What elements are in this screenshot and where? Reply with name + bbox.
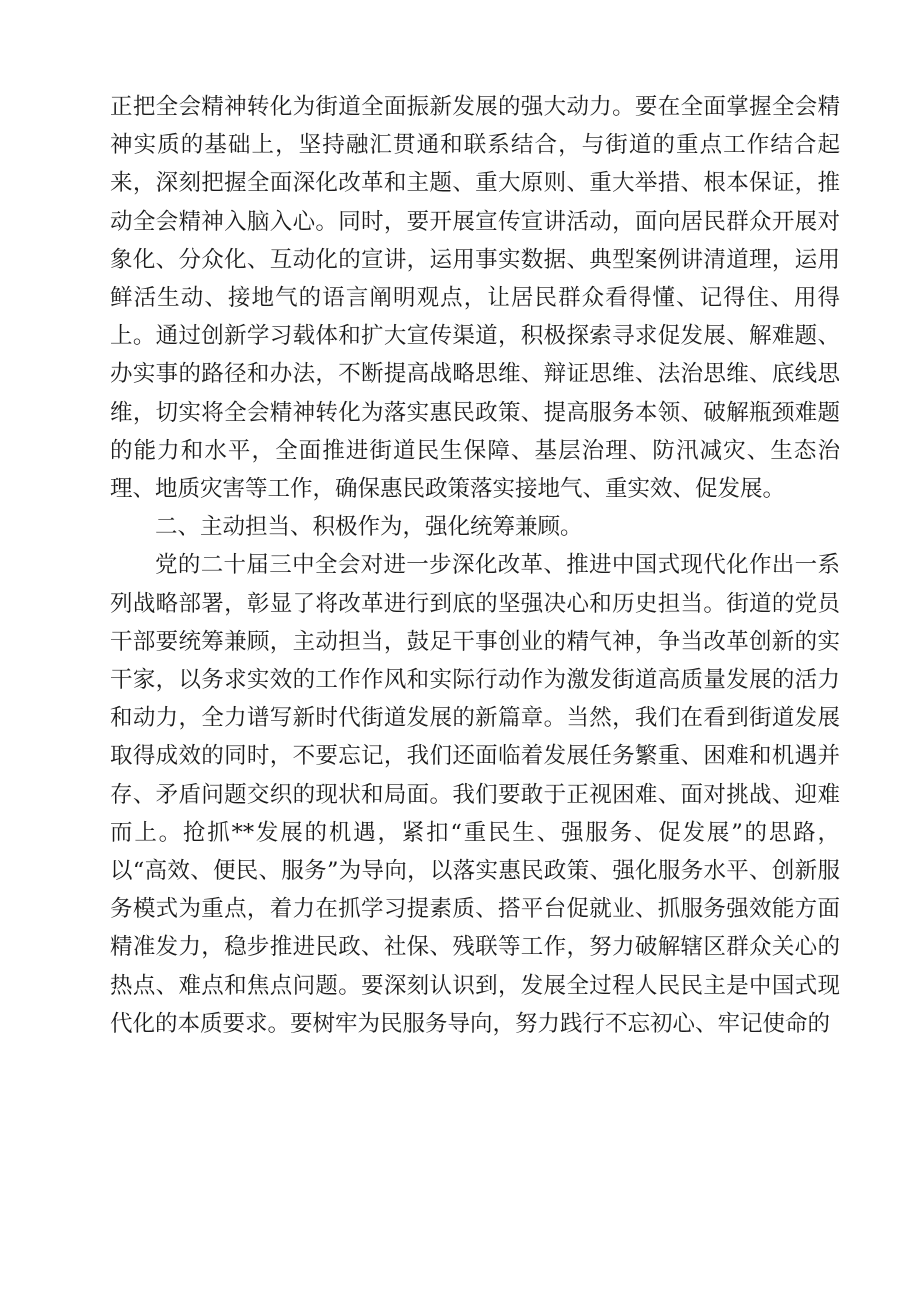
paragraph-body: 党的二十届三中全会对进一步深化改革、推进中国式现代化作出一系列战略部署，彰显了将改革进行到底的坚强决心和历史担当。街道的党员干部要统筹兼顾，主动担当，鼓足干事创业的精气神，争当改革创新的实干家，以务求实效的工作作风和实际行动作为激发街道高质量发展的活力和动力，全力谱写新时代街道发展的新篇章。当然，我们在看到街道发展取得成效的同时，不要忘记，我们还面临着发展任务繁重、困难和机遇并存、矛盾问题交织的现状和局面。我们要敢于正视困难、面对挑战、迎难而上。抢抓**发展的机遇，紧扣“重民生、强服务、促发展”的思路，以“高效、便民、服务”为导向，以落实惠民政策、强化服务水平、创新服务模式为重点，着力在抓学习提素质、搭平台促就业、抓服务强效能方面精准发力，稳步推进民政、社保、残联等工作，努力破解辖区群众关心的热点、难点和焦点问题。要深刻认识到，发展全过程人民民主是中国式现代化的本质要求。要树牢为民服务导向，努力践行不忘初心、牢记使命的 [110,552,840,1037]
paragraph-continuation: 正把全会精神转化为街道全面振新发展的强大动力。要在全面掌握全会精神实质的基础上，坚持融汇贯通和联系结合，与街道的重点工作结合起来，深刻把握全面深化改革和主题、重大原则、重大举措、根本保证，推动全会精神入脑入心。同时，要开展宣传宣讲活动，面向居民群众开展对象化、分众化、互动化的宣讲，运用事实数据、典型案例讲清道理，运用鲜活生动、接地气的语言阐明观点，让居民群众看得懂、记得住、用得上。通过创新学习载体和扩大宣传渠道，积极探索寻求促发展、解难题、办实事的路径和办法，不断提高战略思维、辩证思维、法治思维、底线思维，切实将全会精神转化为落实惠民政策、提高服务本领、破解瓶颈难题的能力和水平，全面推进街道民生保障、基层治理、防汛减灾、生态治理、地质灾害等工作，确保惠民政策落实接地气、重实效、促发展。 [110,94,840,503]
section-heading: 二、主动担当、积极作为，强化统筹兼顾。 [155,514,583,541]
document-page [110,88,840,1043]
